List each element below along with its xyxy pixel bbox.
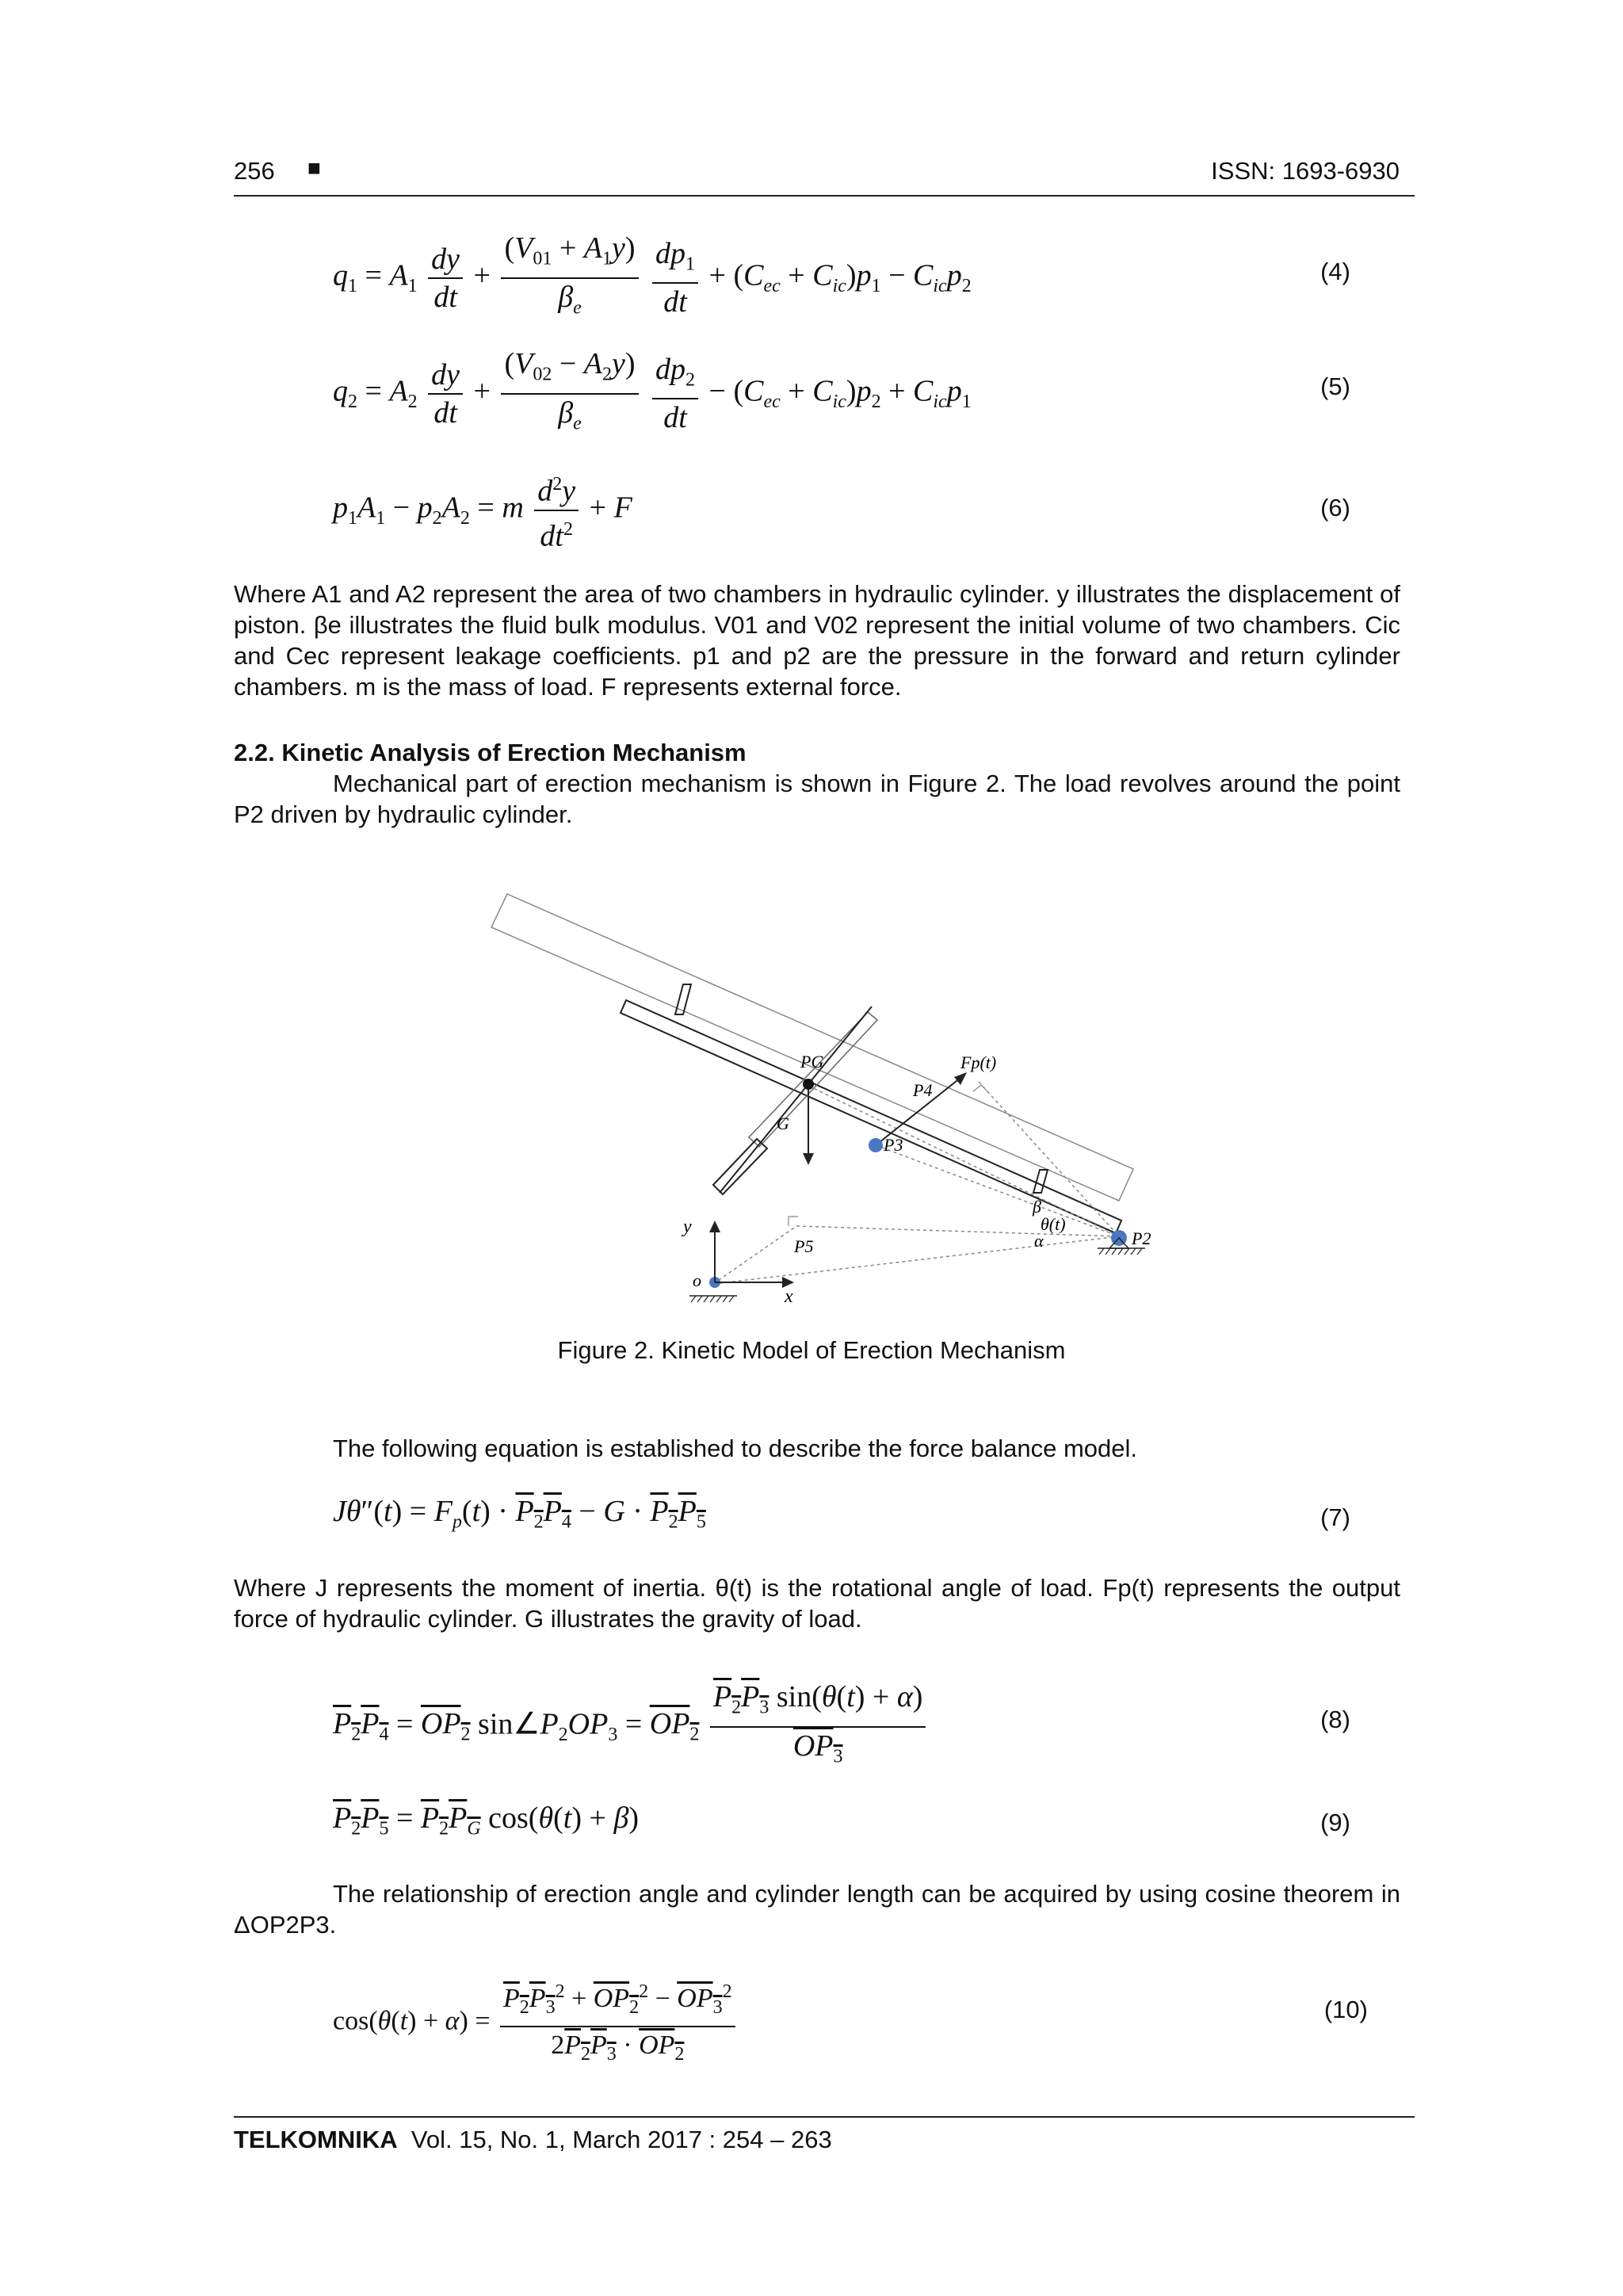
paragraph-force-balance: The following equation is established to describe the force balance model. [333, 1435, 1138, 1462]
footer-rule [234, 2116, 1415, 2118]
gravity-arrowhead [803, 1153, 814, 1165]
label-pg: PG [800, 1052, 824, 1072]
pivot-p3 [869, 1138, 883, 1152]
label-theta: θ(t) [1041, 1214, 1066, 1234]
equation-6: $p_1A_1 - p_2A_2 = m$ $\frac{d^2y}{dt^2}$ + F [333, 466, 632, 554]
paragraph-where-2: Where J represents the moment of inertia. θ(t) is the rotational angle of load. Fp(t) represents the output force of hydraulic cylinder. G illustrates the gravity of load. [234, 1574, 1400, 1633]
equation-9: $P_2P_5 = P_2P_G$ cos(θ(t) + β) [333, 1801, 640, 1839]
dashed-line [713, 1236, 1119, 1284]
label-p3: P3 [884, 1135, 903, 1155]
paragraph-where-1: Where A1 and A2 represent the area of two chambers in hydraulic cylinder. y illustrates the displacement of piston. βe illustrates the fluid bulk modulus. V01 and V02 represent the initial volume of two chambers. Cic and Cec represent leakage coefficients. p1 and p2 are the pressure in the forward and return cylinder chambers. m is the mass of load. F represents external force. [234, 580, 1400, 701]
footer [234, 2126, 832, 2154]
page-number: 256 [234, 157, 275, 185]
dashed-line [876, 1145, 1119, 1236]
equation-5: $q_2 = A_2$ $\frac{dy}{dt}$ + $\frac{(V_{02} - A_2y)}{\beta_e}$ $\frac{dp_2}{dt}$ − $(C_{ec} + C_{ic})p_2 + C_{ic}p_1$ [333, 347, 972, 435]
y-axis-arrowhead [709, 1221, 720, 1232]
equation-number: (7) [1320, 1503, 1350, 1531]
force-arrowhead [954, 1072, 967, 1085]
issn: ISSN: 1693-6930 [1211, 157, 1400, 185]
label-fp: Fp(t) [960, 1052, 997, 1072]
equation-number: (5) [1320, 372, 1350, 400]
beam-support [675, 984, 691, 1014]
label-y: y [683, 1217, 692, 1237]
header-marker: ■ [307, 155, 321, 180]
equation-10: cos(θ(t) + α) = $\frac{P_2P_3^2 + OP_2^2 - OP_3^2}{2P_2P_3 \cdot OP_2}$ [333, 1973, 739, 2073]
equation-7: $J\theta''(t) = F_p(t) \cdot P_2P_4 - G \cdot P_2P_5$ [333, 1495, 706, 1533]
section-heading: 2.2. Kinetic Analysis of Erection Mechanism [234, 739, 747, 766]
figure-erection-mechanism [475, 884, 1173, 1316]
footer-journal: TELKOMNIKA [234, 2126, 398, 2153]
label-beta: β [1033, 1197, 1041, 1217]
label-p5: P5 [794, 1236, 814, 1256]
label-o: o [693, 1270, 701, 1290]
paragraph-cosine: The relationship of erection angle and cylinder length can be acquired by using cosine theorem in ΔOP2P3. [234, 1880, 1400, 1939]
dashed-line [808, 1086, 1119, 1236]
label-p4: P4 [913, 1080, 933, 1100]
equation-number: (4) [1320, 258, 1350, 285]
label-g: G [777, 1114, 789, 1133]
equation-8: $P_2P_4 = OP_2$ $\sin\angle P_2OP_3 = OP_2$ $\frac{P_2P_3 \sin(\theta(t) + \alpha)}{OP_3}$ [333, 1679, 929, 1775]
equation-number: (10) [1323, 1996, 1368, 2023]
footer-details: Vol. 15, No. 1, March 2017 : 254 – 263 [411, 2126, 832, 2153]
figure-caption: Figure 2. Kinetic Model of Erection Mechanism [557, 1336, 1066, 1364]
ground-hatch [1099, 1248, 1142, 1255]
label-p2: P2 [1132, 1228, 1151, 1248]
dashed-line [979, 1082, 1119, 1236]
equation-4: $q_1 = A_1$ $\frac{dy}{dt}$ + $\frac{(V_{01} + A_1y)}{\beta_e}$ $\frac{dp_1}{dt}$ + $(C_{ec} + C_{ic})p_1 - C_{ic}p_2$ [333, 231, 972, 319]
equation-number: (6) [1320, 494, 1350, 521]
equation-number: (8) [1320, 1706, 1350, 1733]
equation-number: (9) [1320, 1809, 1350, 1836]
paragraph-section-body: Mechanical part of erection mechanism is shown in Figure 2. The load revolves around the point P2 driven by hydraulic cylinder. [234, 770, 1400, 828]
right-angle-marker [789, 1217, 798, 1226]
ground-hatch [691, 1296, 734, 1302]
label-alpha: α [1034, 1231, 1044, 1251]
beam-support [1033, 1170, 1048, 1193]
center-of-gravity-point [803, 1079, 814, 1090]
label-x: x [785, 1286, 793, 1307]
dashed-line [796, 1226, 1119, 1236]
right-angle-marker [973, 1085, 987, 1091]
header-rule [234, 195, 1415, 197]
